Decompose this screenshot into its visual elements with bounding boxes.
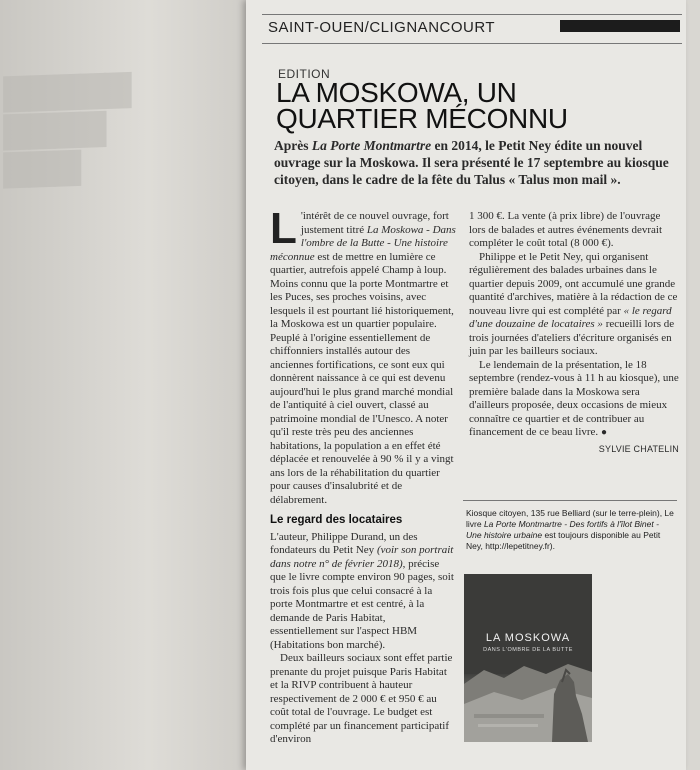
paragraph-1: [270, 204, 456, 507]
book-cover-title: LA MOSKOWA: [485, 632, 571, 644]
photo-caption: [466, 508, 676, 552]
paragraph-2-italic: (voir son portrait dans notre n° de février 2018): [270, 544, 454, 570]
caption-text: Kiosque citoyen, 135 rue Belliard (sur le terre-plein), Le livre: [466, 508, 674, 529]
end-mark: ●: [600, 427, 607, 438]
paragraph-2: [270, 531, 456, 653]
paragraph-5-text-2: recueilli lors de trois journées d'ateliers d'écriture organisés en juin par les bailleurs sociaux.: [469, 318, 675, 357]
paragraph-6: [469, 359, 679, 440]
book-title-italic: La Moskowa - Dans l'ombre de la Butte - Une histoire méconnue: [270, 223, 456, 263]
headline: [276, 77, 676, 134]
header-rule-block: [560, 20, 680, 32]
paragraph-5-italic: « le regard d'une douzaine de locataires »: [469, 304, 672, 330]
caption-italic: La Porte Montmartre - Des fortifs à l'îlot Binet - Une histoire urbaine: [466, 519, 659, 540]
standfirst-text-2: en 2014, le Petit Ney édite un nouvel ouvrage sur la Moskowa. Il sera présenté le 17 septembre au kiosque citoyen, dans le cadre de la fête du Talus « Talus mon mail ».: [274, 138, 669, 187]
book-cover-illustration: [464, 574, 592, 742]
facing-page-bleed-text: ▇▇▇▇▇ ▇▇▇▇ ▇▇▇: [4, 69, 130, 188]
paragraph-1-text: 'intérêt de ce nouvel ouvrage, fort justement titré: [300, 210, 449, 236]
book-cover-subtitle: DANS L'OMBRE DE LA BUTTE: [483, 647, 573, 653]
paragraph-1-text-2: est de mettre en lumière ce quartier, autrefois appelé Champ à loup. Moins connu que la porte Montmartre et les Puces, ses proches voisins, avec lesquels il est pourtant lié historiquement, la Moskowa est un quartier populaire. Peuplé à l'origine essentiellement de chiffonniers installés autour des anciennes fortifications, ce sont eux qui donnèrent naissance à ce qui est devenu aujourd'hui le plus grand marché mondial de l'antiquité à ciel ouvert, classé au patrimoine mondial de l'Unesco. A noter qu'il reste très peu des anciennes habitations, la population a en effet été déplacée et renouvelée à 90 % il y a vingt ans lors de la réhabilitation du quartier pour causes d'insalubrité et de délabrement.: [270, 250, 454, 506]
caption-text-2: est toujours disponible au Petit Ney, http://lepetitney.fr).: [466, 530, 661, 551]
subheading: Le regard des locataires: [270, 514, 403, 526]
drop-cap: L: [270, 204, 297, 253]
paragraph-5-text: Philippe et le Petit Ney, qui organisent régulièrement des balades urbaines dans le quartier depuis 2009, ont accumulé une grande quantité d'archives, matière à la rédaction de ce nouveau livre qui est complété par: [469, 250, 678, 317]
standfirst-italic: La Porte Montmartre: [311, 138, 432, 153]
book-cover-image: [464, 574, 592, 742]
caption-divider: [463, 500, 677, 501]
standfirst-text: Après: [274, 138, 312, 153]
paragraph-3: Deux bailleurs sociaux sont effet partie prenante du projet puisque Paris Habitat et la RIVP contribuent à hauteur respectivement de 2 000 € et 950 € au coût total de l'ouvrage. Le budget est complété par un financement participatif d'environ: [270, 652, 453, 745]
section-title: SAINT-OUEN/CLIGNANCOURT: [268, 19, 496, 36]
paragraph-5: [469, 251, 679, 359]
paragraph-2-text: L'auteur, Philippe Durand, un des fondateurs du Petit Ney: [270, 530, 418, 556]
paragraph-2-text-2: , précise que le livre compte environ 90 pages, soit trois fois plus que celui consacré à la porte Montmartre et est centré, à la demande de Paris Habitat, essentiellement sur l'aspect HBM (Habitations bon marché).: [270, 557, 454, 651]
article-column-left: [270, 204, 456, 747]
author-byline: SYLVIE CHATELIN: [598, 443, 679, 454]
paragraph-6-text: Le lendemain de la présentation, le 18 septembre (rendez-vous à 11 h au kiosque), une première balade dans la Moskowa sera d'ailleurs proposée, deux occasions de mieux connaître ce quartier et de contribuer au financement de ce beau livre.: [469, 358, 679, 438]
headline-line-2: QUARTIER MÉCONNU: [276, 103, 568, 134]
kicker: EDITION: [278, 67, 331, 81]
article-column-right: [469, 210, 679, 456]
headline-line-1: LA MOSKOWA, UN: [276, 77, 517, 108]
standfirst: [274, 137, 676, 188]
paragraph-4: 1 300 €. La vente (à prix libre) de l'ouvrage lors de balades et autres événements devrait compléter le coût total (8 000 €).: [469, 210, 663, 249]
